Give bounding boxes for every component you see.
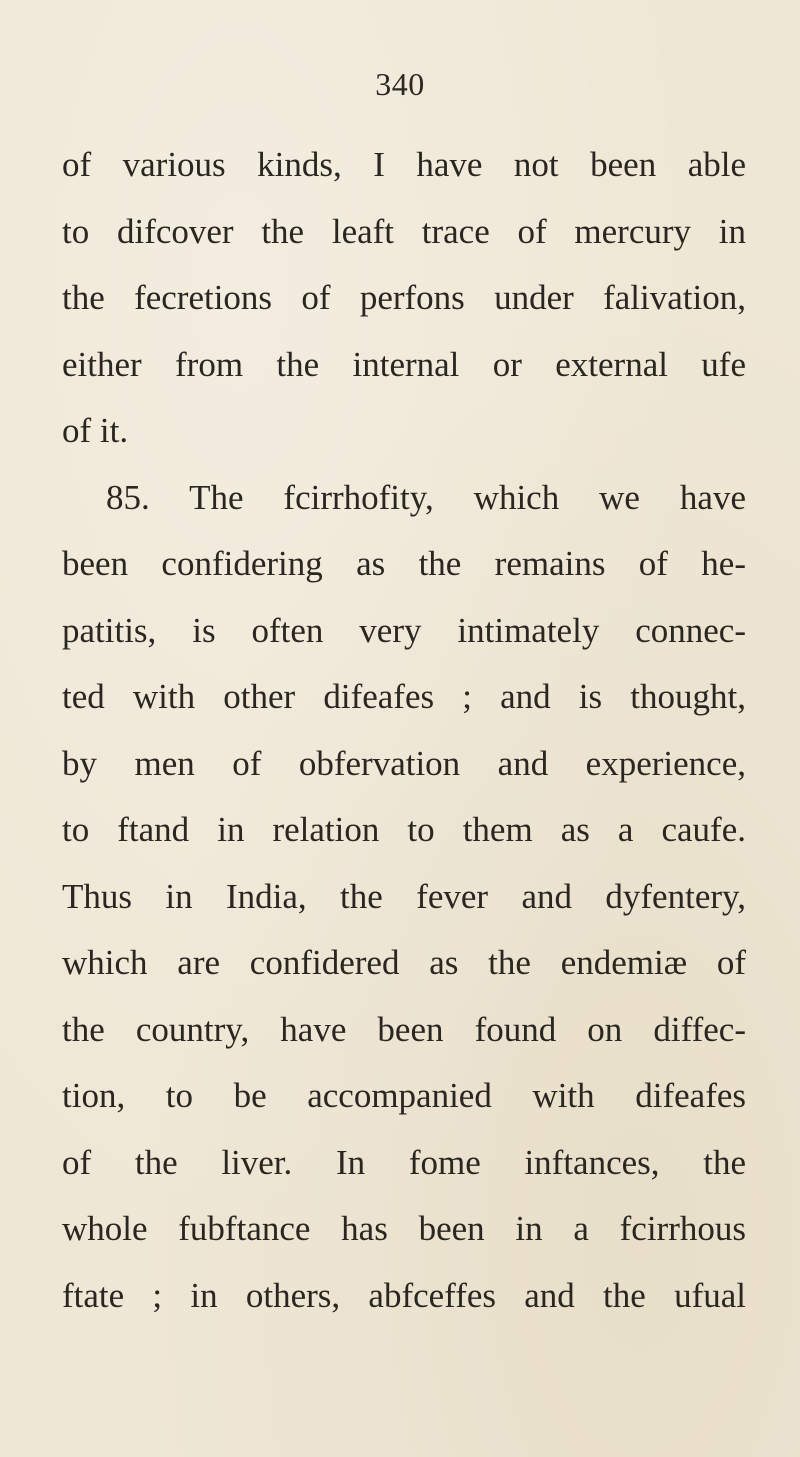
- text-line: whole fubftance has been in a fcirrhous: [62, 1209, 746, 1248]
- text-line: to ftand in relation to them as a caufe.: [62, 810, 746, 849]
- text-line: patitis, is often very intimately connec-: [62, 610, 746, 650]
- text-line: been confidering as the remains of he-: [62, 544, 746, 583]
- text-line: tion, to be accompanied with difeafes: [62, 1076, 746, 1115]
- text-line: the fecretions of perfons under falivation,: [62, 278, 746, 317]
- text-line: of it.: [62, 411, 129, 450]
- text-line: which are confidered as the endemiæ of: [62, 943, 746, 982]
- text-line: by men of obfervation and experience,: [62, 743, 746, 783]
- text-line: of the liver. In fome inftances, the: [62, 1142, 746, 1182]
- body-text: [62, 132, 746, 1329]
- text-line: of various kinds, I have not been able: [62, 145, 746, 184]
- text-line: Thus in India, the fever and dyfentery,: [62, 876, 746, 916]
- page-number: 340: [375, 66, 425, 102]
- paragraph-start-line: 85. The fcirrhofity, which we have: [106, 477, 746, 517]
- text-line: ted with other difeafes ; and is thought,: [62, 677, 746, 716]
- text-line: either from the internal or external ufe: [62, 344, 746, 384]
- text-line: to difcover the leaft trace of mercury in: [62, 211, 746, 251]
- text-line: the country, have been found on diffec-: [62, 1009, 746, 1049]
- text-line: ftate ; in others, abfceffes and the ufual: [62, 1275, 746, 1315]
